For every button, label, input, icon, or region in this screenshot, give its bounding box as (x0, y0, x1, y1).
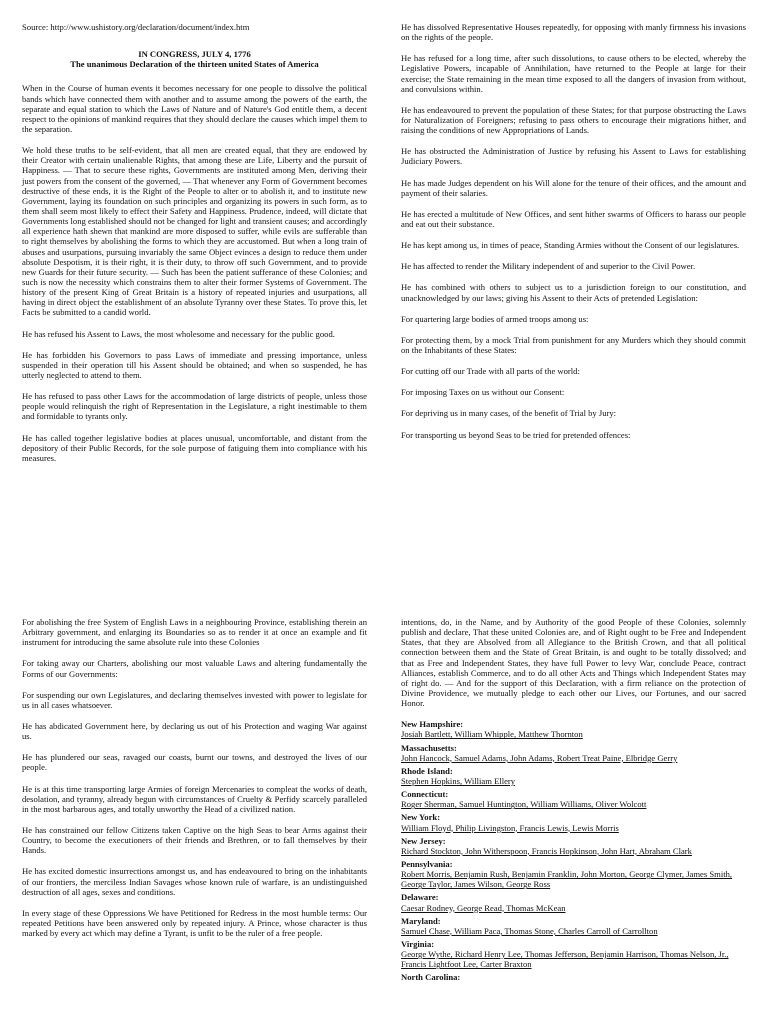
document-subtitle: The unanimous Declaration of the thirteen united States of America (70, 59, 319, 70)
paragraph: He has dissolved Representative Houses repeatedly, for opposing with manly firmness his invasions on the rights of the people. (401, 22, 746, 43)
signer-group (401, 743, 746, 763)
column-top-right (401, 22, 746, 451)
signer-names[interactable]: Josiah Bartlett, William Whipple, Matthew Thornton (401, 729, 583, 740)
paragraph: He has constrained our fellow Citizens taken Captive on the high Seas to bear Arms against their Country, to become the executioners of their friends and Brethren, or to fall themselves by their Hands. (22, 824, 367, 856)
signer-group (401, 916, 746, 936)
signer-names[interactable]: Stephen Hopkins, William Ellery (401, 775, 516, 786)
signer-group (401, 892, 746, 912)
signer-group (401, 836, 746, 856)
signer-names[interactable]: George Wythe, Richard Henry Lee, Thomas Jefferson, Benjamin Harrison, Thomas Nelson, Jr., Francis Lightfoot Lee, Carter Braxton (401, 949, 729, 970)
signer-group (401, 766, 746, 786)
paragraph: He has refused his Assent to Laws, the most wholesome and necessary for the public good. (22, 328, 335, 339)
signer-group (401, 719, 746, 739)
paragraph: He has abdicated Government here, by declaring us out of his Protection and waging War against us. (22, 720, 367, 742)
signer-group (401, 972, 746, 982)
paragraph: For imposing Taxes on us without our Consent: (401, 387, 565, 398)
state-name: New Jersey: (401, 835, 446, 846)
state-name: Delaware: (401, 892, 439, 903)
state-name: Maryland: (401, 915, 441, 926)
closing-paragraph: intentions, do, in the Name, and by Authority of the good People of these Colonies, solemnly publish and declare, That these united Colonies are, and of Right ought to be Free and Independent States, that they are Absolved from all Allegiance to the British Crown, and that all political connection between them and the State of Great Britain, is and ought to be totally dissolved; and that as Free and Independent States, they have full Power to levy War, conclude Peace, contract Alliances, establish Commerce, and to do all other Acts and Things which Independent States may of right do. — And for the support of this Declaration, with a firm reliance on the protection of Divine Providence, we mutually pledge to each other our Lives, our Fortunes, and our sacred Honor. (401, 617, 746, 709)
source-line: Source: http://www.ushistory.org/declaration/document/index.htm (22, 22, 250, 32)
paragraph: When in the Course of human events it becomes necessary for one people to dissolve the political bands which have connected them with another and to assume among the powers of the earth, the separate and equal station to which the Laws of Nature and of Nature's God entitle them, a decent respect to the opinions of mankind requires that they should declare the causes which impel them to the separation. (22, 83, 367, 134)
paragraph: For transporting us beyond Seas to be tried for pretended offences: (401, 429, 631, 440)
paragraph: He has forbidden his Governors to pass Laws of immediate and pressing importance, unless suspended in their operation till his Assent should be obtained; and when so suspended, he has utterly neglected to attend to them. (22, 349, 367, 380)
paragraph: For protecting them, by a mock Trial from punishment for any Murders which they should commit on the Inhabitants of these States: (401, 334, 746, 355)
state-name: Massachusetts: (401, 742, 457, 753)
paragraph: He is at this time transporting large Armies of foreign Mercenaries to compleat the works of death, desolation, and tyranny, already begun with circumstances of Cruelty & Perfidy scarcely paralleled in the most barbarous ages, and totally unworthy the Head of a civilized nation. (22, 783, 367, 814)
document-title: IN CONGRESS, JULY 4, 1776 (138, 49, 251, 60)
paragraph: He has obstructed the Administration of Justice by refusing his Assent to Laws for establishing Judiciary Powers. (401, 146, 746, 167)
paragraph: He has refused for a long time, after such dissolutions, to cause others to be elected, whereby the Legislative Powers, incapable of Annihilation, have returned to the People at large for their exercise; the State remaining in the mean time exposed to all the dangers of invasion from without, and convulsions within. (401, 53, 746, 94)
signer-names[interactable]: Samuel Chase, William Paca, Thomas Stone, Charles Carroll of Carrollton (401, 925, 658, 936)
state-name: Virginia: (401, 938, 435, 949)
paragraph: We hold these truths to be self-evident, that all men are created equal, that they are endowed by their Creator with certain unalienable Rights, that among these are Life, Liberty and the pursuit of Happiness. — That to secure these rights, Governments are instituted among Men, deriving their just powers from the consent of the governed, — That whenever any Form of Government becomes destructive of these ends, it is the Right of the People to alter or to abolish it, and to institute new Government, laying its foundation on such principles and organizing its powers in such form, as to them shall seem most likely to effect their Safety and Happiness. Prudence, indeed, will dictate that Governments long established should not be changed for light and transient causes; and accordingly all experience hath shewn that mankind are more disposed to suffer, while evils are sufferable than to right themselves by abolishing the forms to which they are accustomed. But when a long train of abuses and usurpations, pursuing invariably the same Object evinces a design to reduce them under absolute Despotism, it is their right, it is their duty, to throw off such Government, and to provide new Guards for their future security. — Such has been the patient sufferance of these Colonies; and such is now the necessity which constrains them to alter their former Systems of Government. The history of the present King of Great Britain is a history of repeated injuries and usurpations, all having in direct object the establishment of an absolute Tyranny over these States. To prove this, let Facts be submitted to a candid world. (22, 145, 367, 318)
state-name: Connecticut: (401, 789, 449, 800)
state-name: New Hampshire: (401, 719, 464, 730)
signers-list (401, 719, 746, 982)
paragraph: For cutting off our Trade with all parts of the world: (401, 366, 580, 377)
paragraph: He has refused to pass other Laws for the accommodation of large districts of people, unless those people would relinquish the right of Representation in the Legislature, a right inestimable to them and formidable to tyrants only. (22, 391, 367, 422)
state-name: Pennsylvania: (401, 858, 453, 869)
paragraph: For depriving us in many cases, of the benefit of Trial by Jury: (401, 408, 617, 419)
signer-names[interactable]: Roger Sherman, Samuel Huntington, William Williams, Oliver Wolcott (401, 799, 647, 810)
paragraph: He has plundered our seas, ravaged our coasts, burnt our towns, and destroyed the lives of our people. (22, 752, 367, 773)
signer-group (401, 812, 746, 832)
state-name: North Carolina: (401, 972, 461, 983)
signer-group (401, 939, 746, 969)
column-top-left (22, 22, 367, 474)
column-bottom-left (22, 617, 367, 949)
paragraph: He has called together legislative bodies at places unusual, uncomfortable, and distant from the depository of their Public Records, for the sole purpose of fatiguing them into compliance with his measures. (22, 432, 367, 463)
signer-names[interactable]: William Floyd, Philip Livingston, Francis Lewis, Lewis Morris (401, 822, 619, 833)
signer-group (401, 859, 746, 889)
state-name: Rhode Island: (401, 765, 453, 776)
paragraph: He has combined with others to subject us to a jurisdiction foreign to our constitution, and unacknowledged by our laws; giving his Assent to their Acts of pretended Legislation: (401, 282, 746, 303)
paragraph: He has affected to render the Military independent of and superior to the Civil Power. (401, 261, 696, 272)
paragraph: He has endeavoured to prevent the population of these States; for that purpose obstructing the Laws for Naturalization of Foreigners; refusing to pass others to encourage their migrations hither, and raising the conditions of new Appropriations of Lands. (401, 104, 746, 136)
signer-names[interactable]: Caesar Rodney, George Read, Thomas McKean (401, 902, 566, 913)
paragraph: For taking away our Charters, abolishing our most valuable Laws and altering fundamentally the Forms of our Governments: (22, 658, 367, 679)
signer-names[interactable]: Richard Stockton, John Witherspoon, Francis Hopkinson, John Hart, Abraham Clark (401, 845, 692, 856)
paragraph: For abolishing the free System of English Laws in a neighbouring Province, establishing therein an Arbitrary government, and enlarging its Boundaries so as to render it at once an example and fit instrument for introducing the same absolute rule into these Colonies (22, 617, 367, 648)
paragraph: He has excited domestic insurrections amongst us, and has endeavoured to bring on the inhabitants of our frontiers, the merciless Indian Savages whose known rule of warfare, is an undistinguished destruction of all ages, sexes and conditions. (22, 866, 367, 897)
signer-names[interactable]: John Hancock, Samuel Adams, John Adams, Robert Treat Paine, Elbridge Gerry (401, 752, 678, 763)
paragraph: He has erected a multitude of New Offices, and sent hither swarms of Officers to harass our people and eat out their substance. (401, 208, 746, 229)
paragraph: He has kept among us, in times of peace, Standing Armies without the Consent of our legislatures. (401, 240, 740, 251)
paragraph: In every stage of these Oppressions We have Petitioned for Redress in the most humble terms: Our repeated Petitions have been answered only by repeated injury. A Prince, whose character is thus marked by every act which may define a Tyrant, is unfit to be the ruler of a free people. (22, 907, 367, 939)
column-bottom-right (401, 617, 746, 983)
paragraph: For quartering large bodies of armed troops among us: (401, 313, 589, 324)
state-name: New York: (401, 812, 441, 823)
signer-names[interactable]: Robert Morris, Benjamin Rush, Benjamin Franklin, John Morton, George Clymer, James Smith, George Taylor, James Wilson, George Ross (401, 869, 733, 890)
signer-group (401, 789, 746, 809)
paragraph: For suspending our own Legislatures, and declaring themselves invested with power to legislate for us in all cases whatsoever. (22, 689, 367, 710)
paragraph: He has made Judges dependent on his Will alone for the tenure of their offices, and the amount and payment of their salaries. (401, 177, 746, 198)
